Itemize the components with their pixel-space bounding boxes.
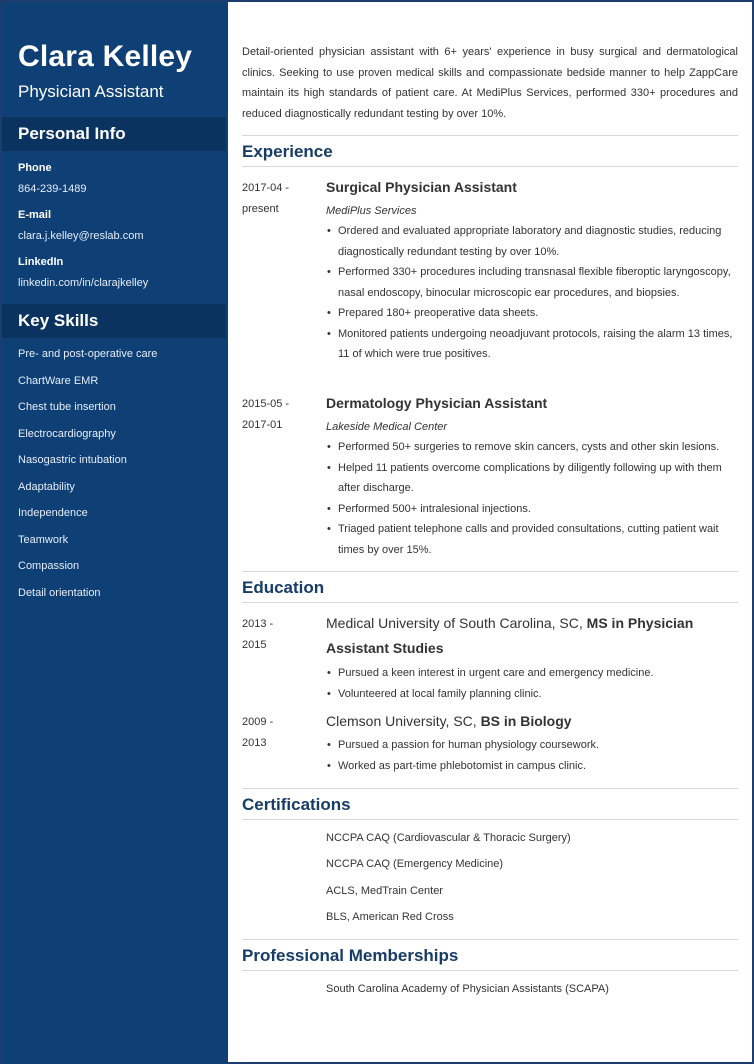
summary-paragraph: Detail-oriented physician assistant with 6+ years' experience in busy surgical and dermatological clinics. Seeking to use proven medical skills and compassionate bedside manner to help ZappCare maintain its high standards of patient care. At MediPlus Services, performed 330+ procedures and reduced diagnostically redundant testing by over 10%. [242,46,738,120]
experience-heading: Experience [242,135,738,167]
job-company: MediPlus Services [326,205,417,217]
candidate-title: Physician Assistant [18,82,164,101]
list-item: • Prepared 180+ preoperative data sheets. [326,303,738,324]
list-item: • Pursued a keen interest in urgent care and emergency medicine. [326,663,738,684]
edu-bullets [326,735,738,776]
skill-item: Compassion [18,560,80,572]
job-date-start: 2015-05 - [242,398,290,410]
list-item: • Performed 500+ intralesional injections. [326,499,738,520]
phone-value: 864-239-1489 [18,183,87,195]
linkedin-value[interactable]: linkedin.com/in/clarajkelley [18,277,149,289]
edu-school: Medical University of South Carolina, SC, [326,615,587,631]
personal-info-heading: Personal Info [2,117,226,151]
job-date-start: 2017-04 - [242,182,290,194]
list-item: • Volunteered at local family planning clinic. [326,684,738,705]
skill-item: ChartWare EMR [18,375,99,387]
job-title: Surgical Physician Assistant [326,179,517,195]
job-date [242,394,312,436]
edu-date [242,614,312,656]
list-item: • Monitored patients undergoing neoadjuvant protocols, raising the alarm 13 times, 11 of which were true positives. [326,324,738,365]
job-date-end: 2017-01 [242,419,283,431]
key-skills-heading: Key Skills [2,304,226,338]
education-heading: Education [242,571,738,603]
email-label: E-mail [18,209,52,221]
edu-date-end: 2013 [242,737,267,749]
list-item: • Worked as part-time phlebotomist in campus clinic. [326,756,738,777]
phone-label: Phone [18,162,52,174]
job-date [242,178,312,220]
certification-item: BLS, American Red Cross [326,911,454,923]
list-item: • Performed 330+ procedures including transnasal flexible fiberoptic laryngoscopy, nasal endoscopy, binocular microscopic ear procedures, and biopsies. [326,262,738,303]
edu-school-degree [326,611,738,661]
main-content [228,2,752,1064]
membership-item: South Carolina Academy of Physician Assistants (SCAPA) [326,983,609,995]
memberships-heading: Professional Memberships [242,939,738,971]
edu-school-degree [326,709,738,734]
certification-item: NCCPA CAQ (Emergency Medicine) [326,858,504,870]
list-item: • Helped 11 patients overcome complications by diligently following up with them after discharge. [326,458,738,499]
edu-date-start: 2009 - [242,716,274,728]
edu-date-start: 2013 - [242,618,274,630]
certification-item: NCCPA CAQ (Cardiovascular & Thoracic Surgery) [326,832,571,844]
skill-item: Adaptability [18,481,75,493]
job-company: Lakeside Medical Center [326,421,448,433]
edu-school: Clemson University, SC, [326,713,481,729]
list-item: • Performed 50+ surgeries to remove skin cancers, cysts and other skin lesions. [326,437,738,458]
skill-item: Independence [18,507,88,519]
skill-item: Chest tube insertion [18,401,116,413]
skill-item: Electrocardiography [18,428,116,440]
edu-date [242,712,312,754]
certification-item: ACLS, MedTrain Center [326,885,443,897]
edu-degree: BS in Biology [480,713,572,729]
linkedin-label: LinkedIn [18,256,64,268]
skill-item: Teamwork [18,534,69,546]
skill-item: Nasogastric intubation [18,454,127,466]
edu-date-end: 2015 [242,639,267,651]
email-value[interactable]: clara.j.kelley@reslab.com [18,230,144,242]
job-bullets [326,221,738,365]
list-item: • Ordered and evaluated appropriate laboratory and diagnostic studies, reducing diagnostically redundant testing by over 10%. [326,221,738,262]
job-date-end: present [242,203,279,215]
certifications-heading: Certifications [242,788,738,820]
job-title: Dermatology Physician Assistant [326,395,548,411]
edu-bullets [326,663,738,704]
job-bullets [326,437,738,560]
edu-degree: MS in Physician Assistant Studies [326,615,694,656]
list-item: • Triaged patient telephone calls and provided consultations, cutting patient wait times by over 15%. [326,519,738,560]
sidebar [2,2,228,1064]
list-item: • Pursued a passion for human physiology coursework. [326,735,738,756]
skill-item: Pre- and post-operative care [18,348,158,360]
candidate-name: Clara Kelley [18,40,193,73]
skill-item: Detail orientation [18,587,101,599]
